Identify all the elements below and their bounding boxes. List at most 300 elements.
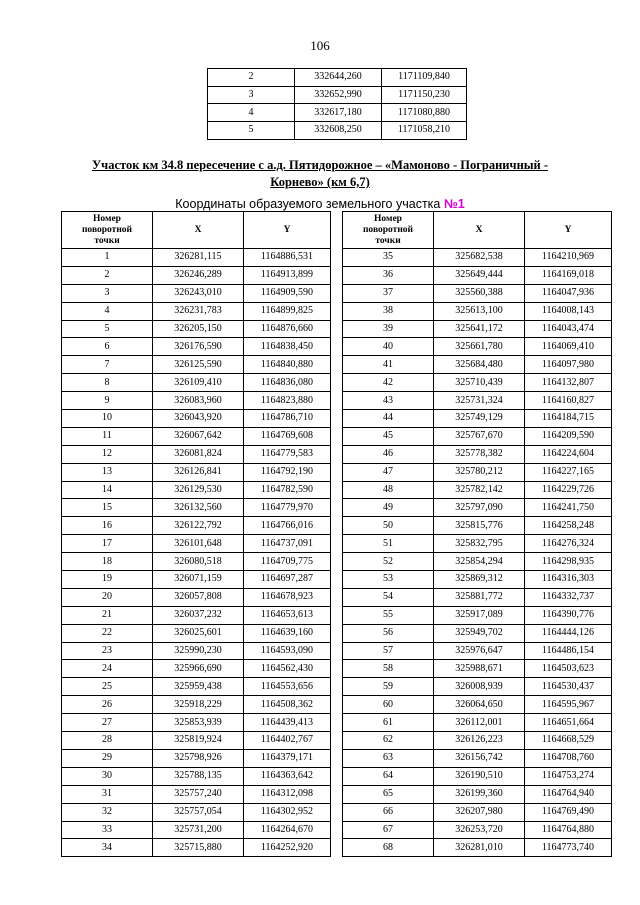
x-coordinate-cell: 326207,980	[434, 803, 525, 821]
x-coordinate-cell: 325757,054	[153, 803, 244, 821]
y-coordinate-cell: 1164132,807	[525, 374, 612, 392]
x-coordinate-cell: 325815,776	[434, 517, 525, 535]
x-coordinate-cell: 325949,702	[434, 624, 525, 642]
point-number-cell: 20	[62, 588, 153, 606]
point-number-cell: 7	[62, 356, 153, 374]
y-coordinate-cell: 1164840,880	[244, 356, 331, 374]
section-title-line2: Корнево» (км 6,7)	[270, 175, 370, 189]
x-coordinate-cell: 326231,783	[153, 302, 244, 320]
point-number-cell: 10	[62, 410, 153, 428]
point-number-cell: 13	[62, 463, 153, 481]
x-coordinate-cell: 325917,089	[434, 606, 525, 624]
x-coordinate-cell: 325990,230	[153, 642, 244, 660]
point-number-cell: 65	[343, 785, 434, 803]
y-coordinate-cell: 1164210,969	[525, 249, 612, 267]
table-row	[62, 374, 331, 392]
table-row	[62, 427, 331, 445]
table-row	[62, 517, 331, 535]
table-row	[343, 427, 612, 445]
point-number-cell: 26	[62, 696, 153, 714]
y-coordinate-cell: 1164298,935	[525, 553, 612, 571]
x-coordinate-cell: 325715,880	[153, 839, 244, 857]
table-row	[343, 732, 612, 750]
point-number-cell: 27	[62, 714, 153, 732]
y-coordinate-cell: 1164252,920	[244, 839, 331, 857]
table-row	[62, 624, 331, 642]
point-number-cell: 29	[62, 749, 153, 767]
table-row	[343, 624, 612, 642]
y-coordinate-cell: 1171080,880	[382, 104, 467, 122]
table-row	[62, 678, 331, 696]
table-row	[62, 749, 331, 767]
point-number-cell: 31	[62, 785, 153, 803]
point-number-cell: 57	[343, 642, 434, 660]
point-number-cell: 35	[343, 249, 434, 267]
top-table-body	[208, 69, 467, 140]
point-number-cell: 4	[62, 302, 153, 320]
left-table-body	[62, 249, 331, 857]
table-row	[62, 338, 331, 356]
x-coordinate-cell: 326190,510	[434, 767, 525, 785]
point-number-cell: 16	[62, 517, 153, 535]
table-row	[208, 104, 467, 122]
point-number-cell: 66	[343, 803, 434, 821]
x-coordinate-cell: 326101,648	[153, 535, 244, 553]
point-number-cell: 54	[343, 588, 434, 606]
table-row	[62, 803, 331, 821]
coordinates-table-left	[61, 211, 331, 857]
x-coordinate-cell: 326125,590	[153, 356, 244, 374]
x-coordinate-cell: 326067,642	[153, 427, 244, 445]
y-coordinate-cell: 1164312,098	[244, 785, 331, 803]
y-coordinate-cell: 1164769,490	[525, 803, 612, 821]
y-coordinate-cell: 1164766,016	[244, 517, 331, 535]
y-coordinate-cell: 1171150,230	[382, 86, 467, 104]
y-coordinate-cell: 1164316,303	[525, 571, 612, 589]
x-coordinate-cell: 326064,650	[434, 696, 525, 714]
table-row	[62, 696, 331, 714]
table-row	[208, 69, 467, 87]
x-coordinate-cell: 326057,808	[153, 588, 244, 606]
point-number-cell: 19	[62, 571, 153, 589]
table-row	[62, 714, 331, 732]
y-coordinate-cell: 1164439,413	[244, 714, 331, 732]
table-row	[62, 499, 331, 517]
y-coordinate-cell: 1164047,936	[525, 284, 612, 302]
y-coordinate-cell: 1164668,529	[525, 732, 612, 750]
x-coordinate-cell: 326008,939	[434, 678, 525, 696]
x-coordinate-cell: 325966,690	[153, 660, 244, 678]
x-coordinate-cell: 326281,010	[434, 839, 525, 857]
y-coordinate-cell: 1164069,410	[525, 338, 612, 356]
header-row	[343, 212, 612, 249]
x-coordinate-cell: 326071,159	[153, 571, 244, 589]
header-y: Y	[244, 212, 331, 249]
x-coordinate-cell: 325731,324	[434, 392, 525, 410]
caption-text: Координаты образуемого земельного участка	[175, 197, 444, 211]
table-row	[343, 749, 612, 767]
point-number-cell: 9	[62, 392, 153, 410]
y-coordinate-cell: 1164786,710	[244, 410, 331, 428]
x-coordinate-cell: 325710,439	[434, 374, 525, 392]
point-number-cell: 60	[343, 696, 434, 714]
y-coordinate-cell: 1164697,287	[244, 571, 331, 589]
point-number-cell: 61	[343, 714, 434, 732]
point-number-cell: 18	[62, 553, 153, 571]
section-title	[80, 157, 560, 191]
x-coordinate-cell: 325613,100	[434, 302, 525, 320]
point-number-cell: 5	[62, 320, 153, 338]
table-row	[343, 499, 612, 517]
table-row	[343, 392, 612, 410]
table-row	[62, 410, 331, 428]
header-x: X	[153, 212, 244, 249]
table-row	[343, 463, 612, 481]
table-row	[343, 410, 612, 428]
x-coordinate-cell: 332652,990	[295, 86, 382, 104]
x-coordinate-cell: 325918,229	[153, 696, 244, 714]
header-point-number	[62, 212, 153, 249]
table-row	[343, 821, 612, 839]
table-row	[62, 445, 331, 463]
table-row	[62, 588, 331, 606]
table-row	[62, 249, 331, 267]
point-number-cell: 30	[62, 767, 153, 785]
y-coordinate-cell: 1164302,952	[244, 803, 331, 821]
point-number-cell: 68	[343, 839, 434, 857]
y-coordinate-cell: 1164899,825	[244, 302, 331, 320]
point-number-cell: 33	[62, 821, 153, 839]
point-number-cell: 39	[343, 320, 434, 338]
point-number-cell: 23	[62, 642, 153, 660]
point-number-cell: 42	[343, 374, 434, 392]
x-coordinate-cell: 326081,824	[153, 445, 244, 463]
table-row	[62, 535, 331, 553]
point-number-cell: 52	[343, 553, 434, 571]
table-row	[343, 356, 612, 374]
point-number-cell: 58	[343, 660, 434, 678]
table-row	[62, 821, 331, 839]
y-coordinate-cell: 1164764,880	[525, 821, 612, 839]
table-row	[343, 445, 612, 463]
y-coordinate-cell: 1164678,923	[244, 588, 331, 606]
point-number-cell: 11	[62, 427, 153, 445]
table-row	[62, 732, 331, 750]
y-coordinate-cell: 1164508,362	[244, 696, 331, 714]
y-coordinate-cell: 1164553,656	[244, 678, 331, 696]
x-coordinate-cell: 325661,780	[434, 338, 525, 356]
x-coordinate-cell: 326083,960	[153, 392, 244, 410]
point-number-cell: 22	[62, 624, 153, 642]
y-coordinate-cell: 1164764,940	[525, 785, 612, 803]
y-coordinate-cell: 1164258,248	[525, 517, 612, 535]
y-coordinate-cell: 1164264,670	[244, 821, 331, 839]
y-coordinate-cell: 1164043,474	[525, 320, 612, 338]
point-number-cell: 17	[62, 535, 153, 553]
point-number-cell: 50	[343, 517, 434, 535]
x-coordinate-cell: 325832,795	[434, 535, 525, 553]
point-number-cell: 43	[343, 392, 434, 410]
x-coordinate-cell: 326126,223	[434, 732, 525, 750]
table-row	[343, 374, 612, 392]
y-coordinate-cell: 1164241,750	[525, 499, 612, 517]
y-coordinate-cell: 1171058,210	[382, 122, 467, 140]
table-caption	[0, 197, 640, 211]
y-coordinate-cell: 1164653,613	[244, 606, 331, 624]
y-coordinate-cell: 1164779,583	[244, 445, 331, 463]
point-number-cell: 36	[343, 266, 434, 284]
point-number-cell: 64	[343, 767, 434, 785]
x-coordinate-cell: 326205,150	[153, 320, 244, 338]
table-row	[343, 839, 612, 857]
x-coordinate-cell: 326253,720	[434, 821, 525, 839]
x-coordinate-cell: 325869,312	[434, 571, 525, 589]
table-row	[343, 553, 612, 571]
point-number-cell: 45	[343, 427, 434, 445]
x-coordinate-cell: 326246,289	[153, 266, 244, 284]
y-coordinate-cell: 1164227,165	[525, 463, 612, 481]
header-point-line1: Номер	[374, 213, 402, 224]
table-row	[343, 320, 612, 338]
x-coordinate-cell: 326122,792	[153, 517, 244, 535]
x-coordinate-cell: 326126,841	[153, 463, 244, 481]
y-coordinate-cell: 1164753,274	[525, 767, 612, 785]
x-coordinate-cell: 326281,115	[153, 249, 244, 267]
point-number-cell: 62	[343, 732, 434, 750]
table-row	[343, 266, 612, 284]
y-coordinate-cell: 1164836,080	[244, 374, 331, 392]
point-number-cell: 4	[208, 104, 295, 122]
y-coordinate-cell: 1164363,642	[244, 767, 331, 785]
table-row	[343, 785, 612, 803]
y-coordinate-cell: 1164593,090	[244, 642, 331, 660]
y-coordinate-cell: 1164209,590	[525, 427, 612, 445]
header-point-line2: поворотной	[362, 224, 414, 235]
caption-plot-number: №1	[443, 197, 465, 211]
y-coordinate-cell: 1164913,899	[244, 266, 331, 284]
y-coordinate-cell: 1164709,775	[244, 553, 331, 571]
y-coordinate-cell: 1164008,143	[525, 302, 612, 320]
x-coordinate-cell: 325797,090	[434, 499, 525, 517]
table-row	[62, 284, 331, 302]
y-coordinate-cell: 1164651,664	[525, 714, 612, 732]
x-coordinate-cell: 325959,438	[153, 678, 244, 696]
y-coordinate-cell: 1164169,018	[525, 266, 612, 284]
x-coordinate-cell: 325881,772	[434, 588, 525, 606]
x-coordinate-cell: 325682,538	[434, 249, 525, 267]
x-coordinate-cell: 325988,671	[434, 660, 525, 678]
point-number-cell: 55	[343, 606, 434, 624]
point-number-cell: 3	[62, 284, 153, 302]
point-number-cell: 44	[343, 410, 434, 428]
point-number-cell: 40	[343, 338, 434, 356]
y-coordinate-cell: 1164530,437	[525, 678, 612, 696]
y-coordinate-cell: 1164160,827	[525, 392, 612, 410]
point-number-cell: 6	[62, 338, 153, 356]
header-point-number	[343, 212, 434, 249]
table-row	[343, 660, 612, 678]
y-coordinate-cell: 1171109,840	[382, 69, 467, 87]
x-coordinate-cell: 326199,360	[434, 785, 525, 803]
x-coordinate-cell: 325560,388	[434, 284, 525, 302]
point-number-cell: 63	[343, 749, 434, 767]
y-coordinate-cell: 1164886,531	[244, 249, 331, 267]
table-row	[343, 517, 612, 535]
x-coordinate-cell: 325731,200	[153, 821, 244, 839]
top-coordinates-table	[207, 68, 467, 140]
table-row	[343, 481, 612, 499]
point-number-cell: 51	[343, 535, 434, 553]
table-row	[62, 553, 331, 571]
y-coordinate-cell: 1164639,160	[244, 624, 331, 642]
point-number-cell: 59	[343, 678, 434, 696]
table-row	[343, 642, 612, 660]
y-coordinate-cell: 1164773,740	[525, 839, 612, 857]
y-coordinate-cell: 1164782,590	[244, 481, 331, 499]
section-title-line1: Участок км 34.8 пересечение с а.д. Пятидорожное – «Мамоново - Пограничный -	[91, 158, 549, 172]
x-coordinate-cell: 325780,212	[434, 463, 525, 481]
y-coordinate-cell: 1164229,726	[525, 481, 612, 499]
point-number-cell: 21	[62, 606, 153, 624]
table-row	[62, 266, 331, 284]
page-number: 106	[310, 38, 330, 53]
x-coordinate-cell: 325853,939	[153, 714, 244, 732]
point-number-cell: 1	[62, 249, 153, 267]
x-coordinate-cell: 332644,260	[295, 69, 382, 87]
y-coordinate-cell: 1164595,967	[525, 696, 612, 714]
table-row	[343, 571, 612, 589]
header-point-line3: точки	[94, 235, 120, 246]
y-coordinate-cell: 1164876,660	[244, 320, 331, 338]
point-number-cell: 41	[343, 356, 434, 374]
y-coordinate-cell: 1164909,590	[244, 284, 331, 302]
point-number-cell: 2	[62, 266, 153, 284]
x-coordinate-cell: 326025,601	[153, 624, 244, 642]
x-coordinate-cell: 325798,926	[153, 749, 244, 767]
x-coordinate-cell: 326243,010	[153, 284, 244, 302]
point-number-cell: 2	[208, 69, 295, 87]
x-coordinate-cell: 326112,001	[434, 714, 525, 732]
x-coordinate-cell: 325641,172	[434, 320, 525, 338]
x-coordinate-cell: 325819,924	[153, 732, 244, 750]
table-row	[62, 660, 331, 678]
x-coordinate-cell: 325749,129	[434, 410, 525, 428]
x-coordinate-cell: 326129,530	[153, 481, 244, 499]
x-coordinate-cell: 325684,480	[434, 356, 525, 374]
y-coordinate-cell: 1164562,430	[244, 660, 331, 678]
x-coordinate-cell: 332617,180	[295, 104, 382, 122]
point-number-cell: 5	[208, 122, 295, 140]
y-coordinate-cell: 1164444,126	[525, 624, 612, 642]
point-number-cell: 37	[343, 284, 434, 302]
y-coordinate-cell: 1164792,190	[244, 463, 331, 481]
table-row	[343, 302, 612, 320]
y-coordinate-cell: 1164379,171	[244, 749, 331, 767]
x-coordinate-cell: 325767,670	[434, 427, 525, 445]
y-coordinate-cell: 1164503,623	[525, 660, 612, 678]
table-row	[208, 122, 467, 140]
table-row	[62, 392, 331, 410]
y-coordinate-cell: 1164486,154	[525, 642, 612, 660]
point-number-cell: 67	[343, 821, 434, 839]
point-number-cell: 25	[62, 678, 153, 696]
x-coordinate-cell: 326037,232	[153, 606, 244, 624]
y-coordinate-cell: 1164838,450	[244, 338, 331, 356]
x-coordinate-cell: 332608,250	[295, 122, 382, 140]
table-row	[62, 642, 331, 660]
x-coordinate-cell: 325757,240	[153, 785, 244, 803]
header-y: Y	[525, 212, 612, 249]
table-row	[343, 767, 612, 785]
coordinates-table-right	[342, 211, 612, 857]
y-coordinate-cell: 1164737,091	[244, 535, 331, 553]
x-coordinate-cell: 326080,518	[153, 553, 244, 571]
y-coordinate-cell: 1164332,737	[525, 588, 612, 606]
point-number-cell: 24	[62, 660, 153, 678]
x-coordinate-cell: 325778,382	[434, 445, 525, 463]
header-point-line2: поворотной	[81, 224, 133, 235]
table-row	[343, 249, 612, 267]
header-x: X	[434, 212, 525, 249]
x-coordinate-cell: 325649,444	[434, 266, 525, 284]
table-row	[343, 338, 612, 356]
table-row	[62, 785, 331, 803]
point-number-cell: 12	[62, 445, 153, 463]
point-number-cell: 48	[343, 481, 434, 499]
header-row	[62, 212, 331, 249]
y-coordinate-cell: 1164402,767	[244, 732, 331, 750]
table-row	[343, 284, 612, 302]
x-coordinate-cell: 326043,920	[153, 410, 244, 428]
point-number-cell: 15	[62, 499, 153, 517]
right-table-body	[343, 249, 612, 857]
x-coordinate-cell: 325854,294	[434, 553, 525, 571]
x-coordinate-cell: 325782,142	[434, 481, 525, 499]
header-point-line3: точки	[375, 235, 401, 246]
table-row	[62, 320, 331, 338]
point-number-cell: 32	[62, 803, 153, 821]
point-number-cell: 46	[343, 445, 434, 463]
y-coordinate-cell: 1164097,980	[525, 356, 612, 374]
y-coordinate-cell: 1164823,880	[244, 392, 331, 410]
table-row	[62, 302, 331, 320]
x-coordinate-cell: 325976,647	[434, 642, 525, 660]
y-coordinate-cell: 1164390,776	[525, 606, 612, 624]
header-point-line1: Номер	[93, 213, 121, 224]
table-row	[343, 714, 612, 732]
point-number-cell: 8	[62, 374, 153, 392]
table-row	[343, 678, 612, 696]
table-row	[62, 767, 331, 785]
x-coordinate-cell: 326156,742	[434, 749, 525, 767]
table-row	[208, 86, 467, 104]
table-row	[343, 535, 612, 553]
x-coordinate-cell: 326109,410	[153, 374, 244, 392]
point-number-cell: 14	[62, 481, 153, 499]
point-number-cell: 49	[343, 499, 434, 517]
y-coordinate-cell: 1164769,608	[244, 427, 331, 445]
table-row	[343, 803, 612, 821]
table-row	[62, 606, 331, 624]
y-coordinate-cell: 1164708,760	[525, 749, 612, 767]
table-row	[62, 463, 331, 481]
point-number-cell: 53	[343, 571, 434, 589]
table-row	[62, 481, 331, 499]
x-coordinate-cell: 326176,590	[153, 338, 244, 356]
y-coordinate-cell: 1164184,715	[525, 410, 612, 428]
x-coordinate-cell: 325788,135	[153, 767, 244, 785]
table-row	[62, 356, 331, 374]
